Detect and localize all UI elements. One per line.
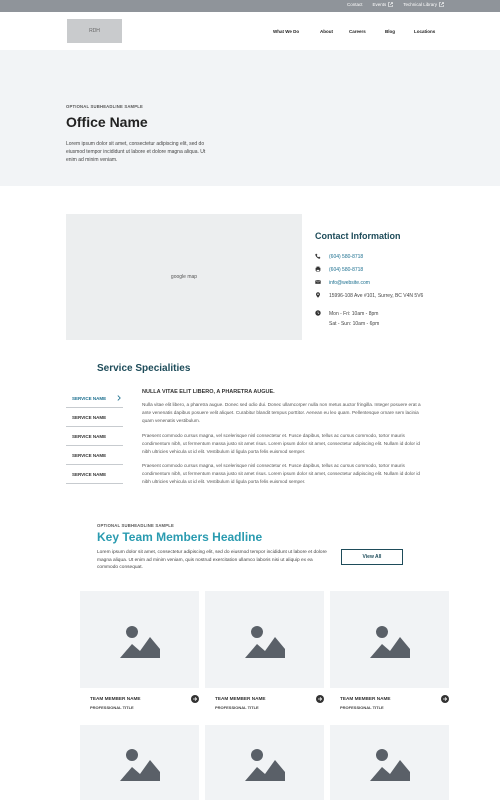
team-member-name: TEAM MEMBER NAME <box>90 696 141 701</box>
map-placeholder[interactable]: google map <box>66 214 302 340</box>
image-placeholder-icon <box>370 622 410 658</box>
team-member-card <box>205 725 324 800</box>
contact-phone-row <box>315 252 363 262</box>
utility-links <box>347 2 444 7</box>
team-member-photo[interactable] <box>80 591 199 688</box>
service-item-4[interactable]: SERVICE NAME <box>66 446 123 465</box>
team-member-name: TEAM MEMBER NAME <box>215 696 266 701</box>
team-member-card <box>80 591 199 710</box>
image-placeholder-icon <box>245 622 285 658</box>
contact-email[interactable]: info@website.com <box>329 280 370 286</box>
contact-hours-row <box>315 309 379 329</box>
utility-link-events[interactable]: Events <box>372 2 393 7</box>
image-placeholder-icon <box>120 745 160 781</box>
utility-link-contact[interactable]: Contact <box>346 2 363 7</box>
team-member-photo[interactable] <box>205 591 324 688</box>
service-item-1[interactable]: SERVICE NAME <box>66 389 123 408</box>
site-logo[interactable]: RDH <box>67 19 122 43</box>
arrow-right-circle-icon[interactable] <box>441 695 449 703</box>
fax-icon <box>315 266 321 272</box>
nav-item-what-we-do[interactable]: What We Do <box>273 29 300 34</box>
team-member-title: PROFESSIONAL TITLE <box>215 705 259 710</box>
service-item-5[interactable]: SERVICE NAME <box>66 465 123 484</box>
service-paragraph-1: Nulla vitae elit libero, a pharetra augue. Donec sed odio dui. Donec ullamcorper nulla non metus auctor fringilla. Integer posuere erat a ante venenatis dapibus posuere velit aliquet. Curabitur blandit tempus porttitor. Aenean eu leo quam. Pellentesque ornare sem lacinia quam venenatis vestibulum. <box>142 402 421 423</box>
nav-item-about[interactable]: About <box>320 29 333 34</box>
team-member-name: TEAM MEMBER NAME <box>340 696 391 701</box>
arrow-right-circle-icon[interactable] <box>316 695 324 703</box>
services-title: Service Specialities <box>97 363 191 374</box>
utility-bar <box>0 0 500 12</box>
contact-address-row <box>315 291 423 301</box>
service-list <box>66 389 123 484</box>
image-placeholder-icon <box>245 745 285 781</box>
chevron-right-icon <box>117 395 121 401</box>
service-paragraph-2: Praesent commodo cursus magna, vel scelerisque nisl consectetur et. Fusce dapibus, tellus ac cursus commodo, tortor mauris condimentum nibh, ut fermentum massa justo sit amet risus. Lorem ipsum dolor sit amet, consectetur adipiscing elit. Nullam id dolor id nibh ultricies vehicula ut id elit. Vestibulum id ligula porta felis euismod semper. <box>142 433 420 454</box>
page-title: Office Name <box>66 114 148 130</box>
team-member-card <box>205 591 324 710</box>
nav-item-blog[interactable]: Blog <box>385 29 395 34</box>
hero-eyebrow: OPTIONAL SUBHEADLINE SAMPLE <box>66 104 143 109</box>
nav-item-locations[interactable]: Locations <box>414 29 436 34</box>
contact-email-row <box>315 278 370 288</box>
team-member-card <box>330 591 449 710</box>
team-member-photo[interactable] <box>80 725 199 800</box>
clock-icon <box>315 310 321 316</box>
contact-hours-weekend: Sat - Sun: 10am - 6pm <box>329 321 380 327</box>
view-all-button[interactable]: View All <box>341 549 403 565</box>
phone-icon <box>315 253 321 259</box>
team-member-card <box>80 725 199 800</box>
external-link-icon <box>388 2 393 7</box>
team-eyebrow: OPTIONAL SUBHEADLINE SAMPLE <box>97 523 174 528</box>
contact-hours-weekday: Mon - Fri: 10am - 8pm <box>329 311 379 317</box>
service-paragraph-3: Praesent commodo cursus magna, vel scelerisque nisl consectetur et. Fusce dapibus, tellus ac cursus commodo, tortor mauris condimentum nibh, ut fermentum massa justo sit amet risus. Lorem ipsum dolor sit amet, consectetur adipiscing elit. Nullam id dolor id nibh ultricies vehicula ut id elit. Vestibulum id ligula porta felis euismod semper. <box>142 463 420 484</box>
arrow-right-circle-icon[interactable] <box>191 695 199 703</box>
contact-fax-row <box>315 265 363 275</box>
team-member-photo[interactable] <box>205 725 324 800</box>
team-description: Lorem ipsum dolor sit amet, consectetur adipiscing elit, sed do eiusmod tempor incididunt ut labore et dolore magna aliqua. Ut enim ad minim veniam, quis nostrud exercitation ullamco laboris nisi ut aliquip ex ea commodo consequat. <box>97 550 327 570</box>
contact-phone[interactable]: (604) 580-8718 <box>329 254 364 260</box>
nav-item-careers[interactable]: Careers <box>349 29 366 34</box>
service-heading: NULLA VITAE ELIT LIBERO, A PHARETRA AUGUE. <box>142 389 275 395</box>
contact-title: Contact Information <box>315 231 401 241</box>
mail-icon <box>315 279 321 285</box>
team-member-photo[interactable] <box>330 725 449 800</box>
contact-fax[interactable]: (604) 580-8718 <box>329 267 364 273</box>
team-member-title: PROFESSIONAL TITLE <box>340 705 384 710</box>
main-nav <box>0 29 500 37</box>
team-title: Key Team Members Headline <box>97 530 263 544</box>
image-placeholder-icon <box>120 622 160 658</box>
utility-link-technical-library[interactable]: Technical Library <box>403 2 444 7</box>
image-placeholder-icon <box>370 745 410 781</box>
team-member-title: PROFESSIONAL TITLE <box>90 705 134 710</box>
external-link-icon <box>439 2 444 7</box>
team-member-photo[interactable] <box>330 591 449 688</box>
contact-address: 15996-108 Ave #101, Surrey, BC V4N 5V6 <box>329 293 424 299</box>
service-item-3[interactable]: SERVICE NAME <box>66 427 123 446</box>
site-header <box>0 12 500 50</box>
service-item-2[interactable]: SERVICE NAME <box>66 408 123 427</box>
hero-description: Lorem ipsum dolor sit amet, consectetur adipiscing elit, sed do eiusmod tempor incididunt ut labore et dolore magna aliqua. Ut enim ad minim veniam. <box>66 141 206 163</box>
location-pin-icon <box>315 292 321 298</box>
team-member-card <box>330 725 449 800</box>
